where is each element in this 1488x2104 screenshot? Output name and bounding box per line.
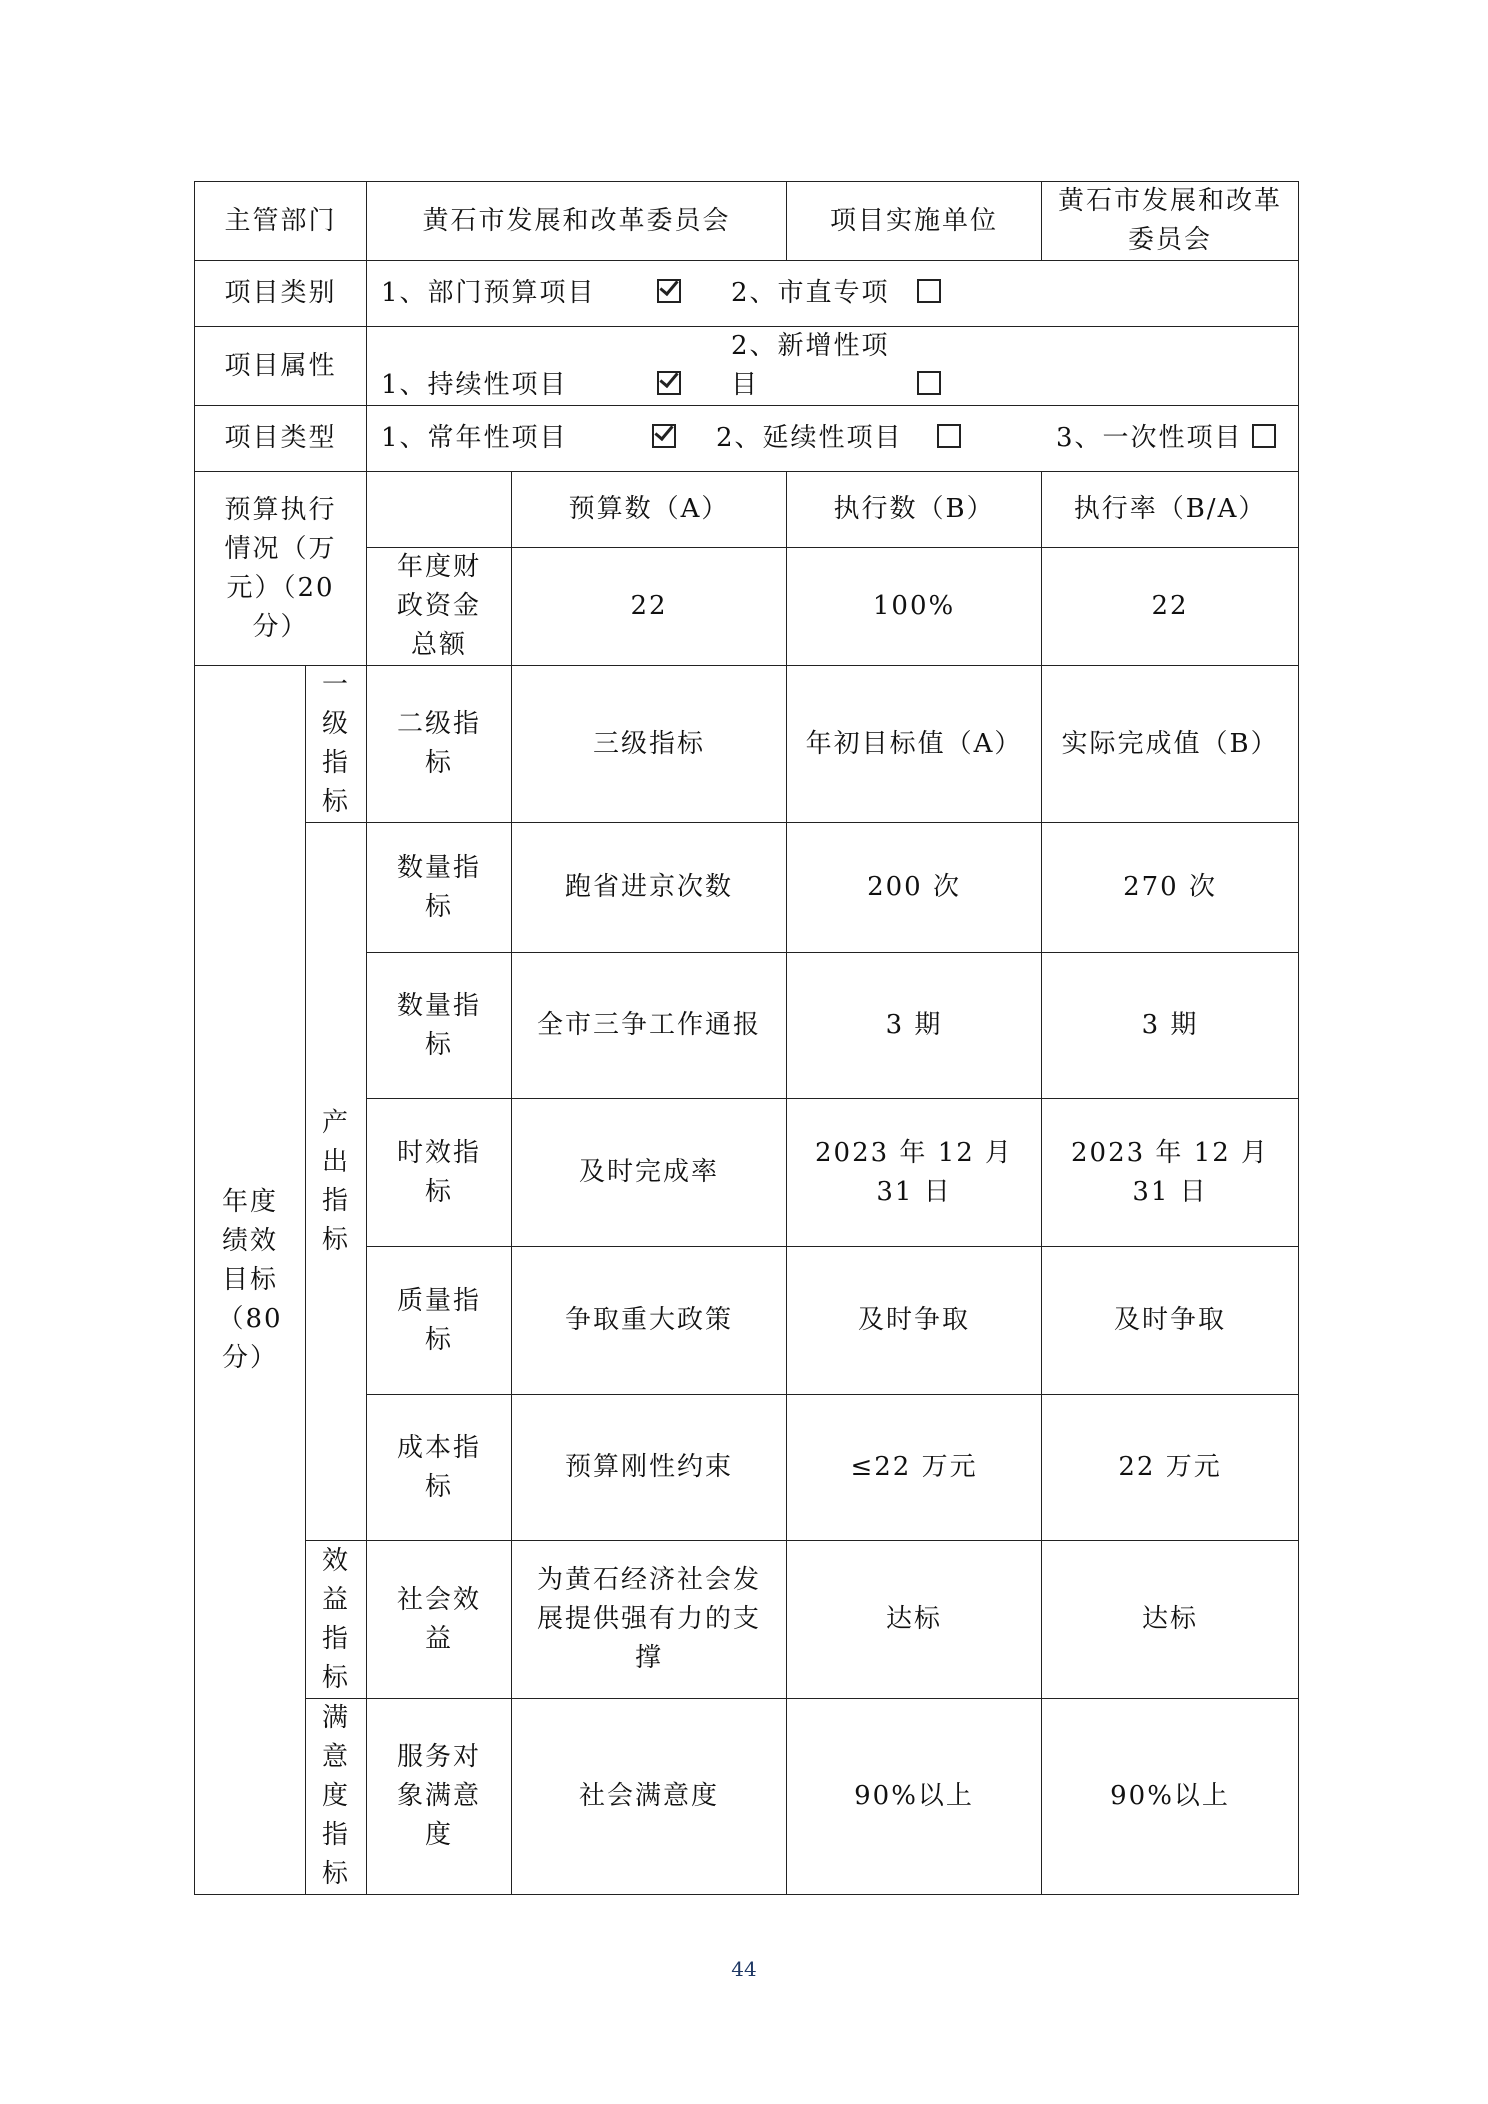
type-row [195, 406, 1299, 472]
level3-header: 三级指标 [512, 666, 787, 823]
budget-col-b: 执行数（B） [787, 472, 1042, 548]
attribute-checkbox-1[interactable] [657, 371, 681, 395]
row-actual: 3 期 [1042, 953, 1299, 1099]
row-level3: 及时完成率 [512, 1099, 787, 1247]
row-target: 3 期 [787, 953, 1042, 1099]
row-actual: 90%以上 [1042, 1699, 1299, 1895]
budget-empty-cell [367, 472, 512, 548]
page-number: 44 [731, 1957, 757, 1981]
attribute-option-2: 2、新增性项目 [731, 331, 890, 400]
row-level3: 为黄石经济社会发展提供强有力的支撑 [512, 1541, 787, 1699]
row-target: 2023 年 12 月 31 日 [787, 1099, 1042, 1247]
type-label: 项目类型 [195, 406, 367, 472]
row-target: 90%以上 [787, 1699, 1042, 1895]
dept-value: 黄石市发展和改革委员会 [367, 182, 787, 261]
type-option-3: 3、一次性项目 [1056, 423, 1243, 453]
budget-value-b: 100% [787, 548, 1042, 666]
table-row [195, 1699, 1299, 1895]
type-checkbox-2[interactable] [937, 424, 961, 448]
row-level2: 数量指标 [367, 823, 512, 953]
table-row [195, 1541, 1299, 1699]
target-header: 年初目标值（A） [787, 666, 1042, 823]
row-level3: 社会满意度 [512, 1699, 787, 1895]
row-actual: 270 次 [1042, 823, 1299, 953]
category-label: 项目类别 [195, 261, 367, 327]
output-group-label: 产出指标 [306, 823, 367, 1541]
benefit-group-label: 效益指标 [306, 1541, 367, 1699]
attribute-label: 项目属性 [195, 327, 367, 406]
budget-label: 预算执行情况（万元）（20分） [195, 472, 367, 666]
unit-value: 黄石市发展和改革委员会 [1042, 182, 1299, 261]
budget-header-row [195, 472, 1299, 548]
row-level3: 跑省进京次数 [512, 823, 787, 953]
budget-value-rate: 22 [1042, 548, 1299, 666]
dept-label: 主管部门 [195, 182, 367, 261]
attribute-options [367, 327, 1299, 406]
row-level3: 争取重大政策 [512, 1247, 787, 1395]
dept-row [195, 182, 1299, 261]
row-actual: 2023 年 12 月 31 日 [1042, 1099, 1299, 1247]
row-level2: 成本指标 [367, 1395, 512, 1541]
row-actual: 达标 [1042, 1541, 1299, 1699]
row-level3: 预算刚性约束 [512, 1395, 787, 1541]
row-target: 200 次 [787, 823, 1042, 953]
budget-col-rate: 执行率（B/A） [1042, 472, 1299, 548]
type-option-2: 2、延续性项目 [716, 423, 903, 453]
budget-row-label: 年度财政资金总额 [367, 548, 512, 666]
type-options [367, 406, 1299, 472]
category-options [367, 261, 1299, 327]
type-checkbox-3[interactable] [1252, 424, 1276, 448]
performance-label: 年度绩效目标（80分） [195, 666, 306, 1895]
row-actual: 及时争取 [1042, 1247, 1299, 1395]
attribute-row [195, 327, 1299, 406]
category-row [195, 261, 1299, 327]
performance-header-row [195, 666, 1299, 823]
category-checkbox-1[interactable] [657, 279, 681, 303]
row-level2: 社会效益 [367, 1541, 512, 1699]
table-row [195, 823, 1299, 953]
row-level2: 时效指标 [367, 1099, 512, 1247]
budget-col-a: 预算数（A） [512, 472, 787, 548]
performance-table [194, 181, 1299, 1895]
type-option-1: 1、常年性项目 [381, 423, 568, 453]
unit-label: 项目实施单位 [787, 182, 1042, 261]
level2-header: 二级指标 [367, 666, 512, 823]
budget-value-a: 22 [512, 548, 787, 666]
attribute-option-1: 1、持续性项目 [381, 370, 568, 400]
row-level2: 服务对象满意度 [367, 1699, 512, 1895]
category-checkbox-2[interactable] [917, 279, 941, 303]
category-option-2: 2、市直专项 [731, 278, 890, 308]
row-target: 及时争取 [787, 1247, 1042, 1395]
row-actual: 22 万元 [1042, 1395, 1299, 1541]
row-level2: 质量指标 [367, 1247, 512, 1395]
row-level2: 数量指标 [367, 953, 512, 1099]
attribute-checkbox-2[interactable] [917, 371, 941, 395]
type-checkbox-1[interactable] [652, 424, 676, 448]
row-level3: 全市三争工作通报 [512, 953, 787, 1099]
row-target: 达标 [787, 1541, 1042, 1699]
actual-header: 实际完成值（B） [1042, 666, 1299, 823]
satisfaction-group-label: 满意度指标 [306, 1699, 367, 1895]
category-option-1: 1、部门预算项目 [381, 278, 596, 308]
level1-header: 一级指标 [306, 666, 367, 823]
row-target: ≤22 万元 [787, 1395, 1042, 1541]
